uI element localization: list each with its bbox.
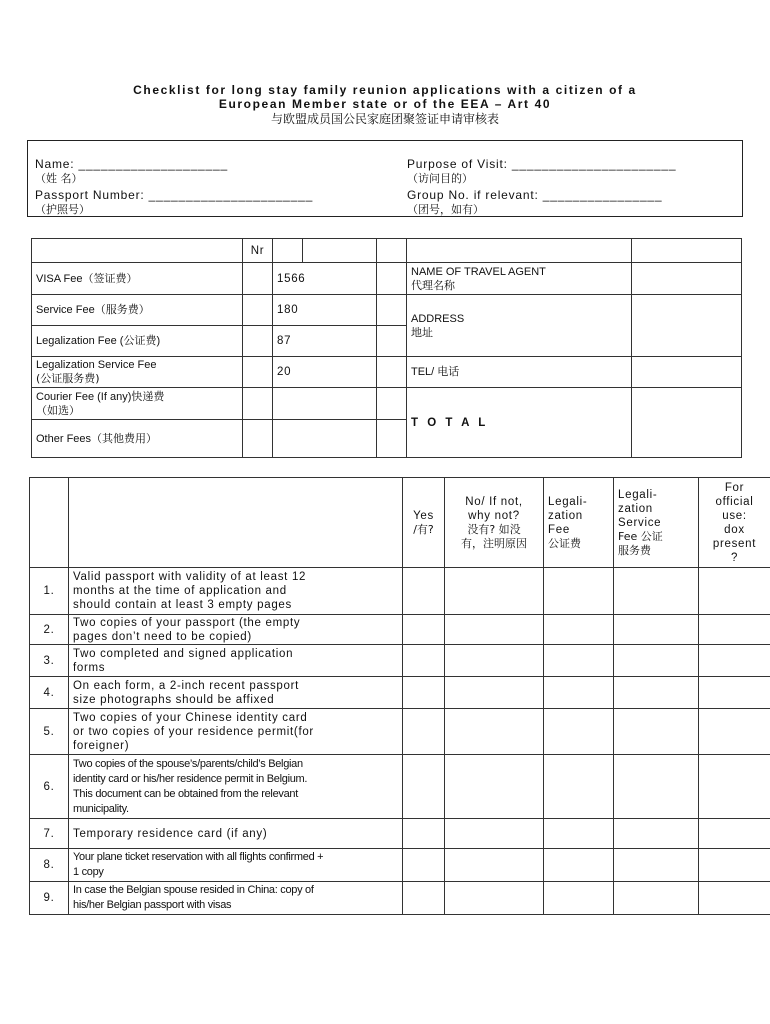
checklist-item-description: [69, 645, 403, 677]
travel-agent-label-cn: 代理名称: [411, 278, 455, 292]
checklist-item-line: This document can be obtained from the relevant: [73, 787, 298, 800]
checklist-row: [30, 677, 770, 709]
checklist-no-reason-cell[interactable]: [445, 709, 544, 755]
checklist-legalization-service-fee-cell[interactable]: [614, 568, 699, 615]
checklist-no-reason-cell[interactable]: [445, 819, 544, 849]
checklist-official-use-cell[interactable]: [699, 849, 770, 882]
checklist-legalization-fee-cell[interactable]: [544, 677, 614, 709]
checklist-item-description: [69, 709, 403, 755]
checklist-item-number: 5.: [30, 709, 69, 755]
checklist-item-line: 1 copy: [73, 866, 104, 878]
fee-label-legalization-service: [32, 357, 243, 388]
fee-label-service: Service Fee（服务费）: [32, 295, 243, 326]
name-label-cn: （姓 名）: [35, 172, 83, 185]
checklist-yes-cell[interactable]: [403, 882, 445, 915]
travel-agent-value[interactable]: [632, 263, 742, 295]
checklist-legalization-service-fee-cell[interactable]: [614, 615, 699, 645]
fee-label-visa: VISA Fee（签证费）: [32, 263, 243, 295]
checklist-item-line: identity card or his/her residence permit in Belgium.: [73, 772, 308, 785]
checklist-item-line: months at the time of application and: [73, 585, 287, 597]
checklist-legalization-fee-cell[interactable]: [544, 755, 614, 819]
applicant-info-box: [27, 140, 743, 217]
checklist-no-reason-cell[interactable]: [445, 755, 544, 819]
checklist-item-description: [69, 819, 403, 849]
checklist-no-reason-cell[interactable]: [445, 677, 544, 709]
checklist-legalization-service-fee-cell[interactable]: [614, 819, 699, 849]
checklist-item-description: [69, 677, 403, 709]
fees-header-blank: [32, 239, 243, 263]
checklist-official-use-cell[interactable]: [699, 645, 770, 677]
fee-amount-legalization[interactable]: 87: [273, 326, 377, 357]
group-label-cn: （团号，如有）: [407, 203, 484, 216]
checklist-item-number: 3.: [30, 645, 69, 677]
checklist-yes-cell[interactable]: [403, 615, 445, 645]
checklist-yes-cell[interactable]: [403, 849, 445, 882]
name-field[interactable]: Name: ____________________: [35, 157, 228, 171]
fee-amount-visa[interactable]: 1566: [273, 263, 377, 295]
tel-cell[interactable]: TEL/ 电话: [407, 357, 632, 388]
checklist-yes-cell[interactable]: [403, 568, 445, 615]
checklist-item-number: 2.: [30, 615, 69, 645]
checklist-row: [30, 819, 770, 849]
page-title-cn: 与欧盟成员国公民家庭团聚签证申请审核表: [270, 112, 499, 126]
checklist-item-line: should contain at least 3 empty pages: [73, 599, 292, 611]
travel-agent-name-cell[interactable]: [407, 263, 632, 295]
checklist-legalization-service-fee-cell[interactable]: [614, 709, 699, 755]
checklist-no-reason-cell[interactable]: [445, 568, 544, 615]
fee-label-legalization: Legalization Fee (公证费): [32, 326, 243, 357]
checklist-item-line: Two completed and signed application: [73, 647, 294, 660]
fee-label-courier: [32, 388, 243, 420]
checklist-item-line: forms: [73, 661, 106, 674]
checklist-row: [30, 615, 770, 645]
checklist-item-line: Two copies of the spouse’s/parents/child’s Belgian: [73, 757, 303, 770]
fee-label-other: Other Fees（其他费用）: [32, 420, 243, 458]
checklist-item-number: 4.: [30, 677, 69, 709]
checklist-item-line: his/her Belgian passport with visas: [73, 899, 232, 911]
checklist-yes-cell[interactable]: [403, 709, 445, 755]
checklist-row: [30, 709, 770, 755]
checklist-item-line: Temporary residence card (if any): [73, 827, 268, 840]
checklist-no-reason-cell[interactable]: [445, 882, 544, 915]
fee-amount-legalization-service[interactable]: 20: [273, 357, 377, 388]
courier-fee-label: Courier Fee (If any)快递费: [36, 390, 165, 403]
checklist-legalization-service-fee-cell[interactable]: [614, 849, 699, 882]
checklist-row: [30, 755, 770, 819]
purpose-label-cn: （访问目的）: [407, 172, 473, 185]
checklist-legalization-fee-cell[interactable]: [544, 819, 614, 849]
checklist-item-line: Two copies of your passport (the empty: [73, 616, 301, 629]
checklist-item-number: 9.: [30, 882, 69, 915]
address-label-cn: 地址: [411, 325, 433, 339]
address-label: ADDRESS: [411, 312, 465, 325]
address-value[interactable]: [632, 295, 742, 357]
header-no: No/ If not, why not? 没有? 如没 有，注明原因: [445, 478, 544, 568]
total-cell: T O T A L: [407, 388, 632, 458]
checklist-row: [30, 849, 770, 882]
checklist-item-description: [69, 882, 403, 915]
legalization-service-label: Legalization Service Fee: [36, 359, 157, 371]
checklist-official-use-cell[interactable]: [699, 568, 770, 615]
checklist-official-use-cell[interactable]: [699, 677, 770, 709]
legalization-service-label-cn: (公证服务费): [36, 372, 100, 385]
fee-amount-courier[interactable]: [273, 388, 377, 420]
nr-header: Nr: [243, 239, 273, 263]
checklist-legalization-fee-cell[interactable]: [544, 615, 614, 645]
travel-agent-label: NAME OF TRAVEL AGENT: [411, 265, 546, 278]
checklist-legalization-fee-cell[interactable]: [544, 645, 614, 677]
tel-value[interactable]: [632, 357, 742, 388]
checklist-table: [29, 477, 770, 915]
checklist-yes-cell[interactable]: [403, 645, 445, 677]
total-value[interactable]: [632, 388, 742, 458]
checklist-item-description: [69, 615, 403, 645]
fee-amount-other[interactable]: [273, 420, 377, 458]
checklist-item-description: [69, 755, 403, 819]
page-title-line2: European Member state or of the EEA – Art 40: [218, 97, 552, 111]
checklist-yes-cell[interactable]: [403, 677, 445, 709]
checklist-item-line: On each form, a 2-inch recent passport: [73, 679, 300, 692]
checklist-legalization-fee-cell[interactable]: [544, 849, 614, 882]
passport-label-cn: （护照号）: [35, 203, 90, 216]
checklist-item-line: Your plane ticket reservation with all flights confirmed +: [73, 851, 324, 863]
checklist-row: [30, 882, 770, 915]
checklist-legalization-fee-cell[interactable]: [544, 568, 614, 615]
address-cell[interactable]: [407, 295, 632, 357]
checklist-yes-cell[interactable]: [403, 755, 445, 819]
header-official-use: For official use: dox present ?: [699, 478, 770, 568]
checklist-legalization-service-fee-cell[interactable]: [614, 755, 699, 819]
checklist-no-reason-cell[interactable]: [445, 849, 544, 882]
checklist-item-number: 1.: [30, 568, 69, 615]
checklist-legalization-service-fee-cell[interactable]: [614, 677, 699, 709]
header-legalization-service-fee: Legali- zation Service Fee 公证 服务费: [614, 478, 699, 568]
courier-fee-label-cn: （如选）: [36, 403, 80, 417]
checklist-official-use-cell[interactable]: [699, 882, 770, 915]
checklist-item-description: [69, 568, 403, 615]
checklist-item-line: size photographs should be affixed: [73, 693, 275, 706]
checklist-official-use-cell[interactable]: [699, 819, 770, 849]
checklist-item-number: 7.: [30, 819, 69, 849]
checklist-row: [30, 645, 770, 677]
checklist-item-line: pages don’t need to be copied): [73, 630, 252, 643]
checklist-item-line: Two copies of your Chinese identity card: [73, 711, 308, 724]
fees-table: [31, 238, 742, 458]
checklist-item-line: or two copies of your residence permit(for: [73, 725, 314, 738]
checklist-item-number: 8.: [30, 849, 69, 882]
purpose-of-visit-field[interactable]: Purpose of Visit: ______________________: [407, 157, 677, 171]
checklist-item-line: foreigner): [73, 739, 130, 752]
checklist-item-line: In case the Belgian spouse resided in China: copy of: [73, 884, 314, 896]
checklist-item-number: 6.: [30, 755, 69, 819]
checklist-legalization-fee-cell[interactable]: [544, 709, 614, 755]
checklist-item-line: Valid passport with validity of at least 12: [73, 571, 307, 583]
checklist-official-use-cell[interactable]: [699, 709, 770, 755]
checklist-yes-cell[interactable]: [403, 819, 445, 849]
checklist-no-reason-cell[interactable]: [445, 615, 544, 645]
checklist-official-use-cell[interactable]: [699, 755, 770, 819]
header-yes: Yes /有?: [403, 478, 445, 568]
page-title-line1: Checklist for long stay family reunion applications with a citizen of a: [133, 83, 637, 97]
checklist-item-description: [69, 849, 403, 882]
checklist-official-use-cell[interactable]: [699, 615, 770, 645]
checklist-row: [30, 568, 770, 615]
passport-number-field[interactable]: Passport Number: ______________________: [35, 188, 314, 202]
checklist-no-reason-cell[interactable]: [445, 645, 544, 677]
checklist-legalization-service-fee-cell[interactable]: [614, 882, 699, 915]
checklist-item-line: municipality.: [73, 802, 129, 815]
group-number-field[interactable]: Group No. if relevant: ________________: [407, 188, 663, 202]
checklist-legalization-service-fee-cell[interactable]: [614, 645, 699, 677]
fee-amount-service[interactable]: 180: [273, 295, 377, 326]
checklist-legalization-fee-cell[interactable]: [544, 882, 614, 915]
header-legalization-fee: Legali- zation Fee 公证费: [544, 478, 614, 568]
